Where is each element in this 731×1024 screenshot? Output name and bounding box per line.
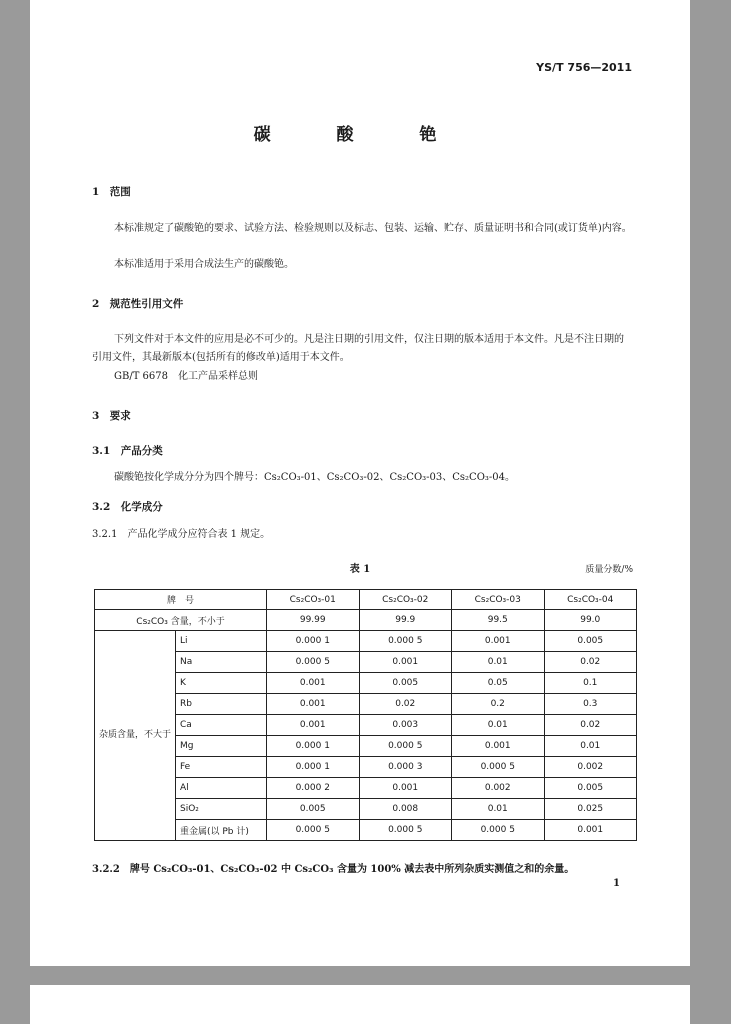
table-cell: 99.5 [452,610,545,631]
table-cell: 0.001 [544,820,637,841]
table-cell: 99.9 [359,610,452,631]
table-caption: 表 1 [349,564,371,575]
table-header-grade: Cs₂CO₃-04 [544,590,637,610]
table-cell: 0.000 5 [452,820,545,841]
table-cell: 0.000 3 [359,757,452,778]
section-3-2-1-text: 3.2.1 产品化学成分应符合表 1 规定。 [92,529,271,540]
table-row [95,820,637,841]
table-cell: 0.025 [544,799,637,820]
page-number: 1 [613,878,620,889]
table-cell: 0.000 5 [359,820,452,841]
table-unit: 质量分数/% [585,565,633,575]
table-cell: 0.000 2 [267,778,360,799]
table-cell: 99.99 [267,610,360,631]
table-cell: 0.000 5 [359,631,452,652]
table-cell: 0.002 [452,778,545,799]
impurity-name: Ca [176,715,267,736]
table-cell: 0.01 [544,736,637,757]
section-3-heading: 3 要求 [92,410,131,422]
table-row [95,778,637,799]
table-cell: 99.0 [544,610,637,631]
table-cell: 0.02 [544,652,637,673]
table-cell: 0.2 [452,694,545,715]
table-cell: 0.005 [359,673,452,694]
section-3-1-paragraph: 碳酸铯按化学成分分为四个牌号：Cs₂CO₃-01、Cs₂CO₃-02、Cs₂CO₃-03、Cs₂CO₃-04。 [114,472,516,483]
impurity-name: Rb [176,694,267,715]
table-row [95,673,637,694]
table-row [95,799,637,820]
table-cell: 0.005 [267,799,360,820]
table-cell: 0.001 [359,652,452,673]
table-cell: 0.001 [267,715,360,736]
table-header-row [95,590,637,610]
chemical-composition-table [94,589,637,841]
table-cell: 0.001 [359,778,452,799]
table-header-label: 牌 号 [95,590,267,610]
table-row [95,652,637,673]
table-cell: 0.02 [359,694,452,715]
next-page-edge [30,985,690,1024]
table-cell: 0.000 5 [452,757,545,778]
table-cell: 0.001 [267,694,360,715]
table-row [95,610,637,631]
table-header-grade: Cs₂CO₃-01 [267,590,360,610]
document-title: 碳 酸 铯 [253,125,467,145]
table-cell: 0.01 [452,799,545,820]
table-cell: 0.02 [544,715,637,736]
impurity-name: SiO₂ [176,799,267,820]
section-3-1-heading: 3.1 产品分类 [92,445,163,457]
table-header-grade: Cs₂CO₃-02 [359,590,452,610]
table-cell: 0.1 [544,673,637,694]
document-page [30,0,690,966]
table-cell: 0.01 [452,715,545,736]
section-3-2-2-text: 3.2.2 牌号 Cs₂CO₃-01、Cs₂CO₃-02 中 Cs₂CO₃ 含量为 100% 减去表中所列杂质实测值之和的余量。 [92,864,575,875]
table-cell: 0.008 [359,799,452,820]
table-row [95,757,637,778]
table-cell: 0.000 1 [267,757,360,778]
table-cell: 0.000 1 [267,736,360,757]
table-row [95,736,637,757]
section-3-2-heading: 3.2 化学成分 [92,501,163,513]
standard-code: YS/T 756—2011 [536,61,632,74]
section-2-heading: 2 规范性引用文件 [92,298,184,310]
table-row [95,694,637,715]
impurity-name: Mg [176,736,267,757]
impurity-name: Na [176,652,267,673]
impurity-name: Al [176,778,267,799]
table-cell: 0.005 [544,631,637,652]
table-cell: 0.002 [544,757,637,778]
table-cell: 0.3 [544,694,637,715]
impurity-name: Li [176,631,267,652]
table-cell: 0.01 [452,652,545,673]
section-2-paragraph-1: 下列文件对于本文件的应用是必不可少的。凡是注日期的引用文件，仅注日期的版本适用于本文件。凡是不注日期的引用文件，其最新版本(包括所有的修改单)适用于本文件。 [92,334,624,363]
impurity-name: K [176,673,267,694]
table-row [95,715,637,736]
table-cell: 0.001 [267,673,360,694]
table-row [95,631,637,652]
table-cell: 0.001 [452,631,545,652]
table-header-grade: Cs₂CO₃-03 [452,590,545,610]
table-cell: 0.001 [452,736,545,757]
table-cell: 0.000 5 [267,820,360,841]
section-1-heading: 1 范围 [92,186,131,198]
impurity-group-label: 杂质含量，不大于 [95,631,176,841]
table-cell: 0.003 [359,715,452,736]
section-2-reference: GB/T 6678 化工产品采样总则 [114,371,259,382]
table-cell: 0.000 5 [359,736,452,757]
table-cell: 0.000 5 [267,652,360,673]
table-cell: 0.000 1 [267,631,360,652]
impurity-name: 重金属(以 Pb 计) [176,820,267,841]
impurity-name: Fe [176,757,267,778]
section-1-paragraph-1: 本标准规定了碳酸铯的要求、试验方法、检验规则以及标志、包装、运输、贮存、质量证明书和合同(或订货单)内容。 [114,223,632,234]
content-label: Cs₂CO₃ 含量，不小于 [95,610,267,631]
section-1-paragraph-2: 本标准适用于采用合成法生产的碳酸铯。 [114,259,294,270]
table-cell: 0.05 [452,673,545,694]
table-cell: 0.005 [544,778,637,799]
